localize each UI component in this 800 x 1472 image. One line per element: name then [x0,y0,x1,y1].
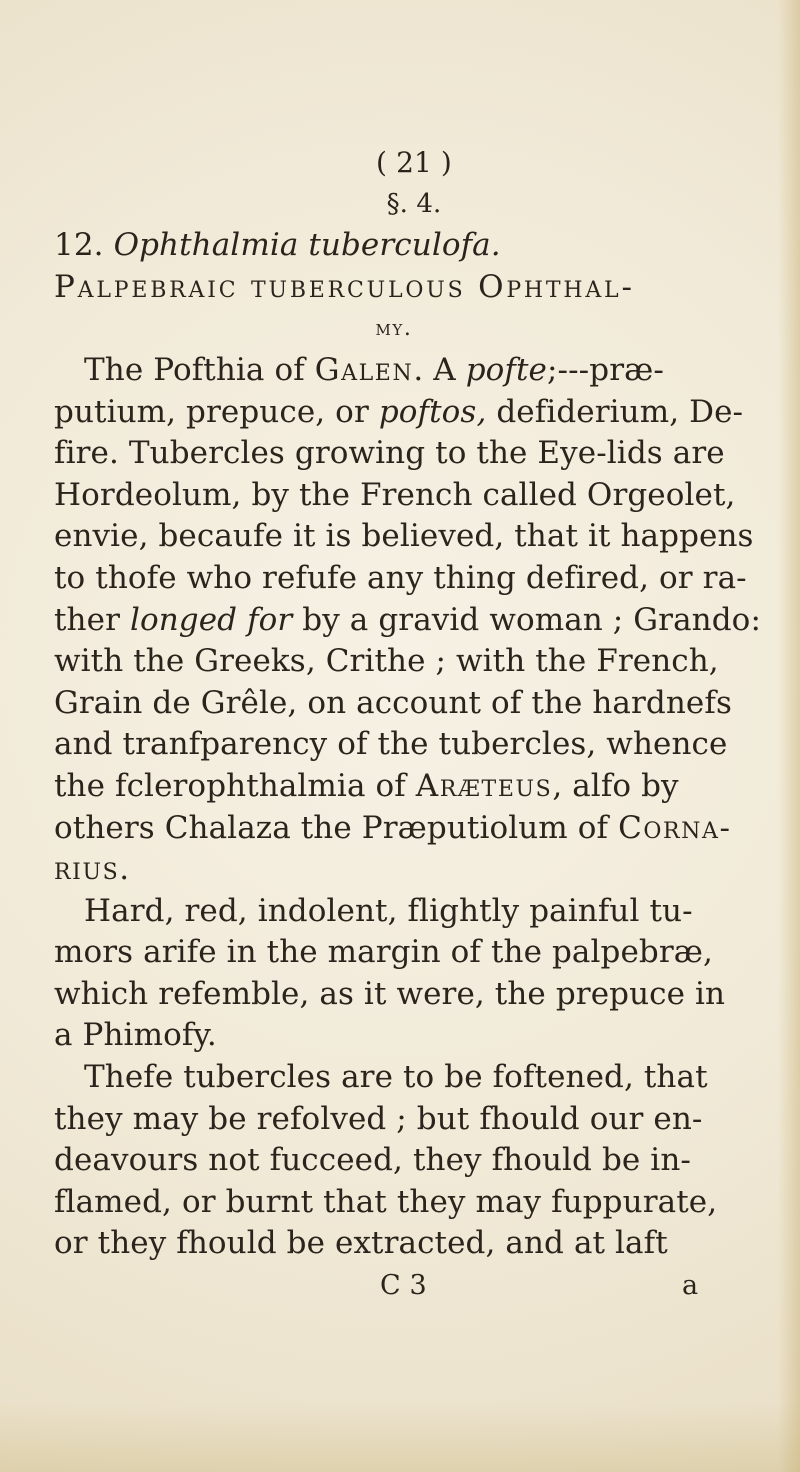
paragraph-line [54,600,761,642]
paragraph-line: deavours not fucceed, they fhould be in- [54,1142,691,1179]
greek-term: pofte [465,351,547,388]
signature-mark: C 3 [380,1270,427,1302]
paragraph-line: mors arife in the margin of the palpebræ, [54,934,713,971]
paragraph-line [54,392,754,434]
greek-term: poftos, [378,393,487,430]
paragraph-2 [54,891,754,1057]
paragraph-line: and tranfparency of the tubercles, whence [54,726,728,763]
paragraph-line [54,766,754,808]
italic-phrase: longed for [129,601,293,638]
text-run: others Chalaza the Præputiolum of [54,809,619,846]
paragraph-line: they may be refolved ; but fhould our en- [54,1100,703,1137]
paragraph-line: rius. [54,851,131,888]
text-run: ;---præ- [546,351,664,388]
paragraph-line: Thefe tubercles are to be foftened, that [84,1059,708,1096]
paragraph-1 [54,350,761,891]
page-text [54,142,761,1307]
text-run: putium, prepuce, or [54,393,379,430]
text-run: the fclerophthalmia of [54,767,416,804]
heading-title: Ophthalmia tuberculofa. [113,227,501,264]
page-footer [54,1265,754,1307]
paragraph-line [54,808,754,850]
text-run: ther [54,601,130,638]
paragraph-line: Hard, red, indolent, flightly painful tu- [84,892,693,929]
paragraph-line: with the Greeks, Crithe ; with the French, [54,643,719,680]
text-run: defiderium, De- [486,393,744,430]
page-edge-shadow [778,0,800,1472]
catchword: a [682,1270,699,1302]
text-run: , alfo by [552,767,679,804]
paragraph-line: to thofe who refufe any thing defired, or ra- [54,559,747,596]
paragraph-3 [54,1057,754,1265]
subheading-line-1: Palpebraic tuberculous Ophthal- [54,268,635,305]
paragraph-line: envie, becaufe it is believed, that it happens [54,518,754,555]
paragraph-line [54,350,754,392]
paragraph-line: or they fhould be extracted, and at laft [54,1225,668,1262]
page-bottom-shadow [0,1402,800,1472]
heading [54,225,754,267]
paragraph-line: Grain de Grêle, on account of the hardnefs [54,684,732,721]
author-name-cornarius: Corna- [618,809,732,846]
heading-number: 12. [54,227,104,264]
author-name-galen: Galen [314,351,414,388]
paragraph-line: fire. Tubercles growing to the Eye-lids are [54,435,725,472]
subheading-line-2: my. [375,316,413,342]
page-number: ( 21 ) [376,146,452,179]
section-mark: §. 4. [386,188,442,219]
paragraph-line: Hordeolum, by the French called Orgeolet, [54,476,736,513]
paragraph-line: flamed, or burnt that they may fuppurate, [54,1183,718,1220]
text-run: The Pofthia of [84,351,315,388]
author-name-araeteus: Aræteus [415,767,553,804]
text-run: by a gravid woman ; Grando: [292,601,761,638]
paragraph-line: a Phimofy. [54,1017,217,1054]
paragraph-line: which refemble, as it were, the prepuce in [54,975,726,1012]
text-run: . A [413,351,466,388]
